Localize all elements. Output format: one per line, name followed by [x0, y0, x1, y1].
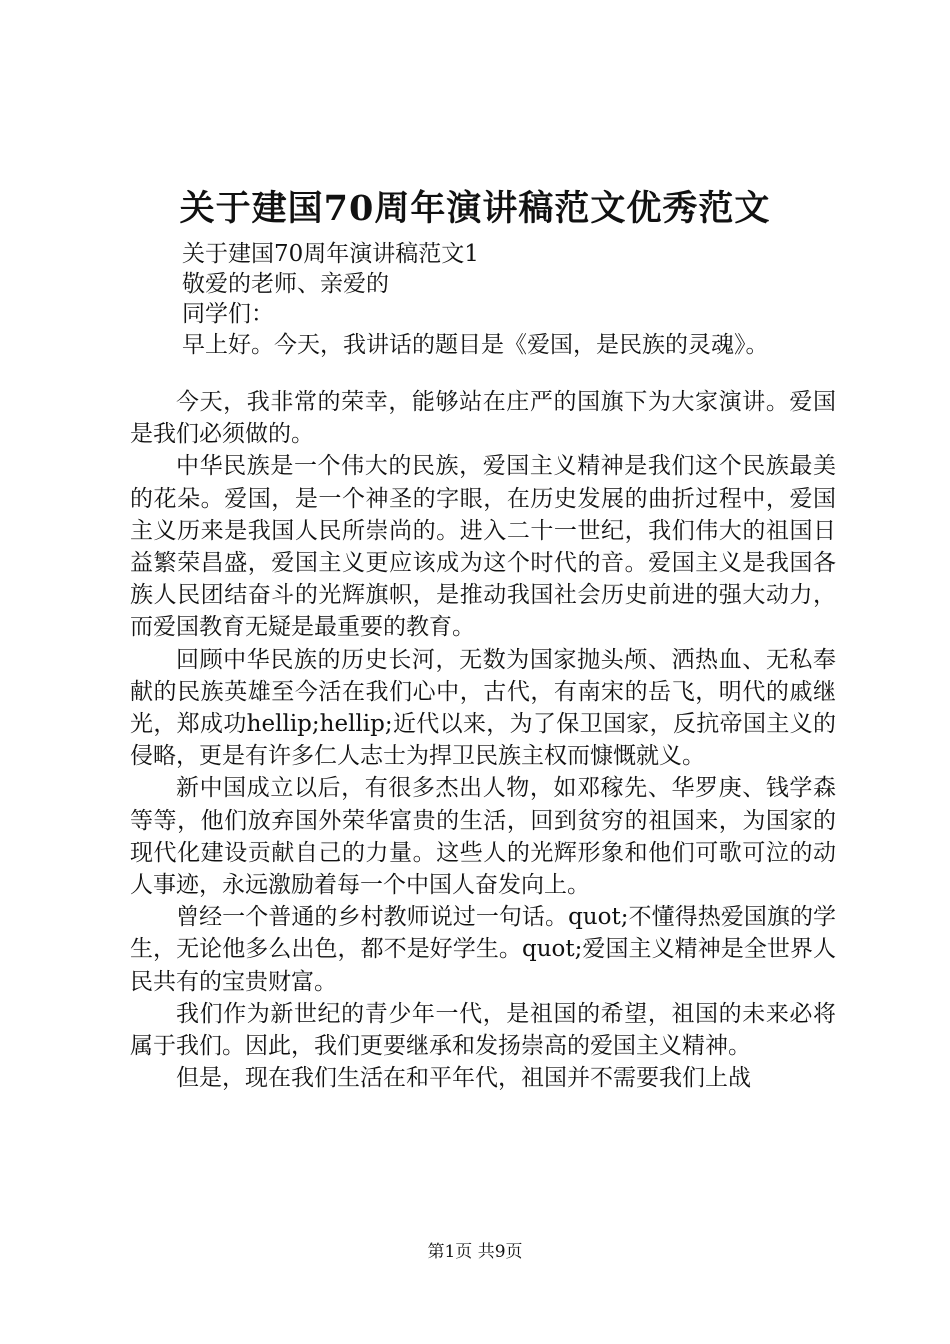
greeting-line: 早上好。今天，我讲话的题目是《爱国，是民族的灵魂》。	[182, 332, 769, 358]
paragraph: 但是，现在我们生活在和平年代，祖国并不需要我们上战	[176, 1065, 751, 1092]
paragraph: 中华民族是一个伟大的民族，爱国主义精神是我们这个民族最美的花朵。爱国，是一个神圣的字眼，在历史发展的曲折过程中，爱国主义历来是我国人民所崇尚的。进入二十一世纪，我们伟大的祖国日益繁荣昌盛，爱国主义更应该成为这个时代的音。爱国主义是我国各族人民团结奋斗的光辉旗帜，是推动我国社会历史前进的强大动力，而爱国教育无疑是最重要的教育。	[130, 453, 836, 641]
speech-subtitle: 关于建国70周年演讲稿范文1	[182, 241, 479, 267]
paragraph: 曾经一个普通的乡村教师说过一句话。quot;不懂得热爱国旗的学生，无论他多么出色，都不是好学生。quot;爱国主义精神是全世界人民共有的宝贵财富。	[130, 904, 836, 995]
paragraph: 新中国成立以后，有很多杰出人物，如邓稼先、华罗庚、钱学森等等，他们放弃国外荣华富贵的生活，回到贫穷的祖国来，为国家的现代化建设贡献自己的力量。这些人的光辉形象和他们可歌可泣的动人事迹，永远激励着每一个中国人奋发向上。	[130, 775, 836, 899]
paragraph: 我们作为新世纪的青少年一代，是祖国的希望，祖国的未来必将属于我们。因此，我们更要继承和发扬崇高的爱国主义精神。	[130, 1000, 836, 1060]
paragraph: 今天，我非常的荣幸，能够站在庄严的国旗下为大家演讲。爱国是我们必须做的。	[130, 389, 836, 448]
document-title: 关于建国70周年演讲稿范文优秀范文	[179, 188, 771, 229]
salutation-line-1: 敬爱的老师、亲爱的	[182, 271, 389, 297]
paragraph: 回顾中华民族的历史长河，无数为国家抛头颅、洒热血、无私奉献的民族英雄至今活在我们心中，古代，有南宋的岳飞，明代的戚继光，郑成功hellip;hellip;近代以来，为了保卫国家，反抗帝国主义的侵略，更是有许多仁人志士为捍卫民族主权而慷慨就义。	[130, 646, 836, 770]
salutation-line-2: 同学们：	[182, 301, 274, 327]
speech-body	[130, 386, 836, 1094]
page-footer: 第1页 共9页	[427, 1242, 523, 1262]
